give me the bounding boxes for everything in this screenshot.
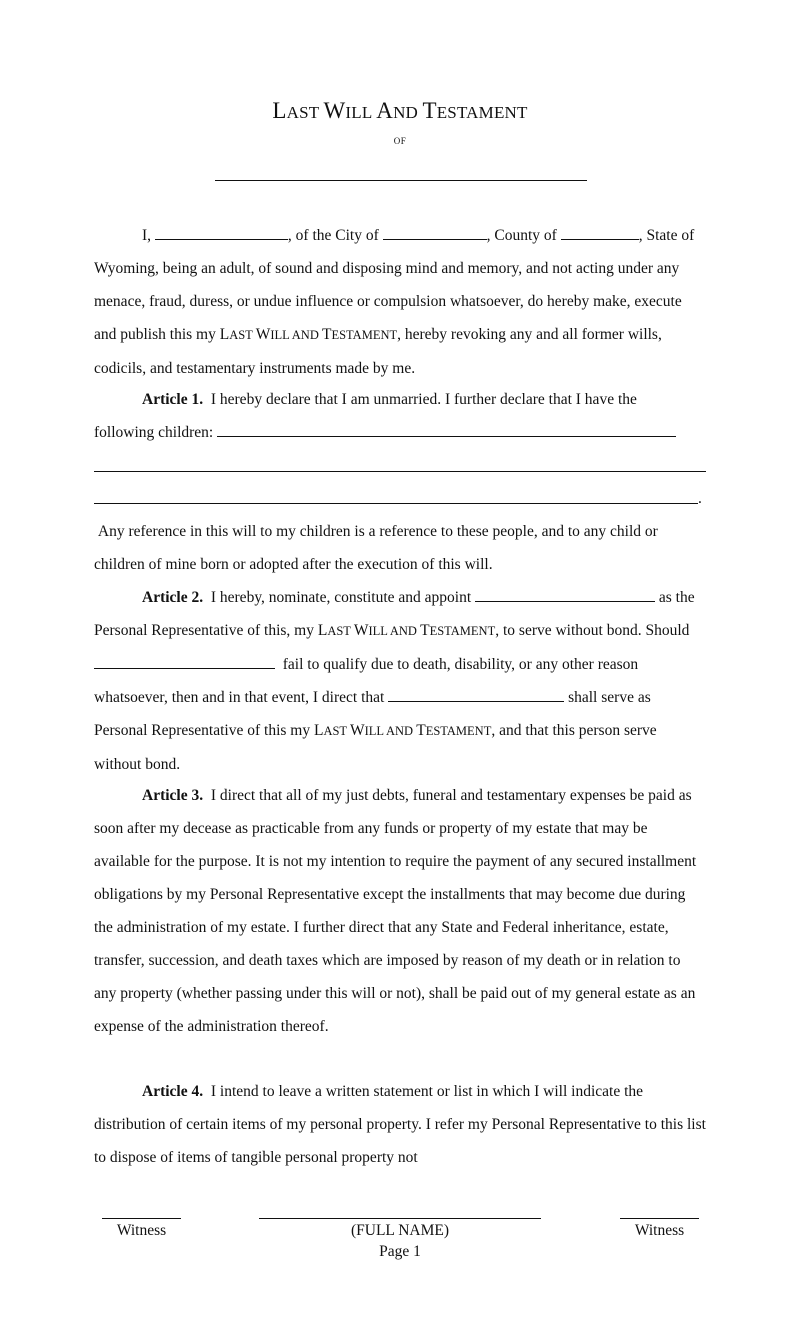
of-label: OF <box>393 136 407 146</box>
document-page: LAST WILL AND TESTAMENT OF I, , of the City of , County of , State of Wyoming, being an adult, of sound and disposing mind and memory, and not acting under any menace, fraud, duress, or undue influence or compulsion whatsoever, do hereby make, execute and publish this my LAST WILL AND TESTAMENT, hereby revoking any and all former wills, codicils, and testamentary instruments made by me. Article 1. I hereby declare that I am unmarried. I further declare that I have the following children: . Any reference in this will to my children is a reference to these people, and to any child or children of mine born or adopted after the execution of this will. Article 2. I hereby, nominate, constitute and appoint as the Personal Representative of this, my LAST WILL AND TESTAMENT, to serve without bond. Should fail to qualify due to death, disability, or any other reason whatsoever, then and in that event, I direct that shall serve as Personal Representative of this my LAST WILL AND TESTAMENT, and that this person serve without bond. Article 3. I direct that all of my just debts, funeral and testamentary expenses be paid as soon after my decease as practicable from any funds or property of my estate that may be available for the purpose. It is not my intention to require the payment of any secured installment obligations by my Personal Representative except the installments that may become due during the administration of my estate. I further direct that any State and Federal inheritance, estate, transfer, succession, and death taxes which are imposed by reason of my death or in relation to any property (whether passing under this will or not), shall be paid out of my general estate as an expense of the administration thereof. Article 4. I intend to leave a written statement or list in which I will indicate the distribution of certain items of my personal property. I refer my Personal Representative to this list to dispose of items of tangible personal property not Witness (FULL NAME) Witness Page 1 <box>0 0 800 1318</box>
children-blank-2[interactable] <box>94 471 706 472</box>
article-4-heading: Article 4. <box>142 1083 204 1100</box>
article-3-heading: Article 3. <box>142 787 204 804</box>
witness-right-label: Witness <box>634 1222 685 1239</box>
witness-right-signature-line[interactable] <box>620 1218 699 1219</box>
testator-name-blank[interactable] <box>155 224 288 240</box>
witness-left-signature-line[interactable] <box>102 1218 181 1219</box>
representative-blank[interactable] <box>475 586 655 602</box>
should-blank[interactable] <box>94 653 275 669</box>
full-name-signature-line[interactable] <box>259 1218 541 1219</box>
county-blank[interactable] <box>561 224 639 240</box>
article-2: Article 2. I hereby, nominate, constitute and appoint as the Personal Representative of this, my LAST WILL AND TESTAMENT, to serve without bond. Should fail to qualify due to death, disability, or any other reason whatsoever, then and in that event, I direct that shall serve as Personal Representative of this my LAST WILL AND TESTAMENT, and that this person serve without bond. <box>94 581 706 781</box>
alternate-representative-blank[interactable] <box>388 686 564 702</box>
article-1-reference: Any reference in this will to my children is a reference to these people, and to any child or children of mine born or adopted after the execution of this will. <box>94 523 658 573</box>
children-blank-1[interactable] <box>217 421 676 437</box>
article-4: Article 4. I intend to leave a written statement or list in which I will indicate the distribution of certain items of my personal property. I refer my Personal Representative to this list to dispose of items of tangible personal property not <box>94 1083 706 1166</box>
article-2-heading: Article 2. <box>142 589 204 606</box>
intro-paragraph: I, , of the City of , County of , State of Wyoming, being an adult, of sound and disposing mind and memory, and not acting under any menace, fraud, duress, or undue influence or compulsion whatsoever, do hereby make, execute and publish this my LAST WILL AND TESTAMENT, hereby revoking any and all former wills, codicils, and testamentary instruments made by me. <box>94 219 706 385</box>
city-blank[interactable] <box>383 224 487 240</box>
children-blank-3[interactable] <box>94 503 698 504</box>
full-name-label: (FULL NAME) <box>350 1222 449 1239</box>
page-number: Page 1 <box>379 1243 421 1260</box>
article-3: Article 3. I direct that all of my just debts, funeral and testamentary expenses be paid as soon after my decease as practicable from any funds or property of my estate that may be available for the purpose. It is not my intention to require the payment of any secured installment obligations by my Personal Representative except the installments that may become due during the administration of my estate. I further direct that any State and Federal inheritance, estate, transfer, succession, and death taxes which are imposed by reason of my death or in relation to any property (whether passing under this will or not), shall be paid out of my general estate as an expense of the administration thereof. <box>94 787 697 1035</box>
testator-name-line[interactable] <box>215 180 587 181</box>
article-1: Article 1. I hereby declare that I am unmarried. I further declare that I have the following children: <box>94 383 706 449</box>
document-title: LAST WILL AND TESTAMENT <box>272 98 528 123</box>
article-1-heading: Article 1. <box>142 391 204 408</box>
witness-left-label: Witness <box>116 1222 167 1239</box>
